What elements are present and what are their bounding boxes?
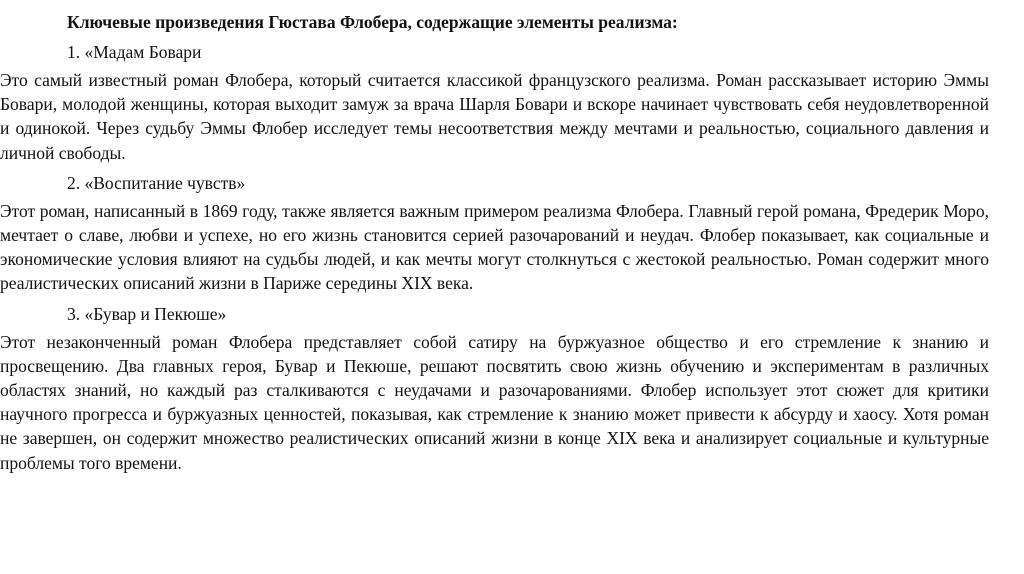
section-paragraph (0, 68, 989, 165)
paragraph-body (0, 330, 989, 475)
page-heading: Ключевые произведения Гюстава Флобера, содержащие элементы реализма: (67, 12, 678, 32)
section-paragraph (0, 199, 989, 296)
section-madame-bovary (0, 40, 989, 165)
paragraph-body (0, 199, 989, 296)
paragraph-text: Этот роман, написанный в 1869 году, также является важным примером реализма Флобера. Главный герой романа, Фредерик Моро, мечтает о славе, любви и успехе, но его жизнь становится серией разочарований и неудач. Флобер показывает, как социальные и экономические условия влияют на судьбы людей, и как мечты могут столкнуться с жестокой реальностью. Роман содержит много реалистических описаний жизни в Париже середины XIX века. (0, 200, 989, 294)
paragraph-text: Это самый известный роман Флобера, который считается классикой французского реализма. Роман рассказывает историю Эммы Бовари, молодой женщины, которая выходит замуж за врача Шарля Бовари и вскоре начинает чувствовать себя неудовлетворенной и одинокой. Через судьбу Эммы Флобер исследует темы несоответствия между мечтами и реальностью, социального давления и личной свободы. (0, 70, 989, 163)
section-bouvard-pecuchet (0, 302, 989, 475)
section-title: 3. «Бувар и Пекюше» (67, 303, 227, 324)
paragraph-text: Этот незаконченный роман Флобера представляет собой сатиру на буржуазное общество и его стремление к знанию и просвещению. Два главных героя, Бувар и Пекюше, решают посвятить свою жизнь обучению и экспериментам в различных областях знаний, но каждый раз сталкиваются с неудачами и разочарованиями. Флобер использует этот сюжет для критики научного прогресса и буржуазных ценностей, показывая, как стремление к знанию может привести к абсурду и хаосу. Хотя роман не завершен, он содержит множество реалистических описаний жизни в конце XIX века и анализирует социальные и культурные проблемы того времени. (0, 331, 989, 473)
section-title: 2. «Воспитание чувств» (67, 172, 246, 193)
document-page (0, 10, 989, 477)
section-sentimental-education (0, 171, 989, 296)
section-title: 1. «Мадам Бовари (67, 42, 202, 62)
section-paragraph (0, 330, 989, 475)
paragraph-body (0, 68, 989, 165)
